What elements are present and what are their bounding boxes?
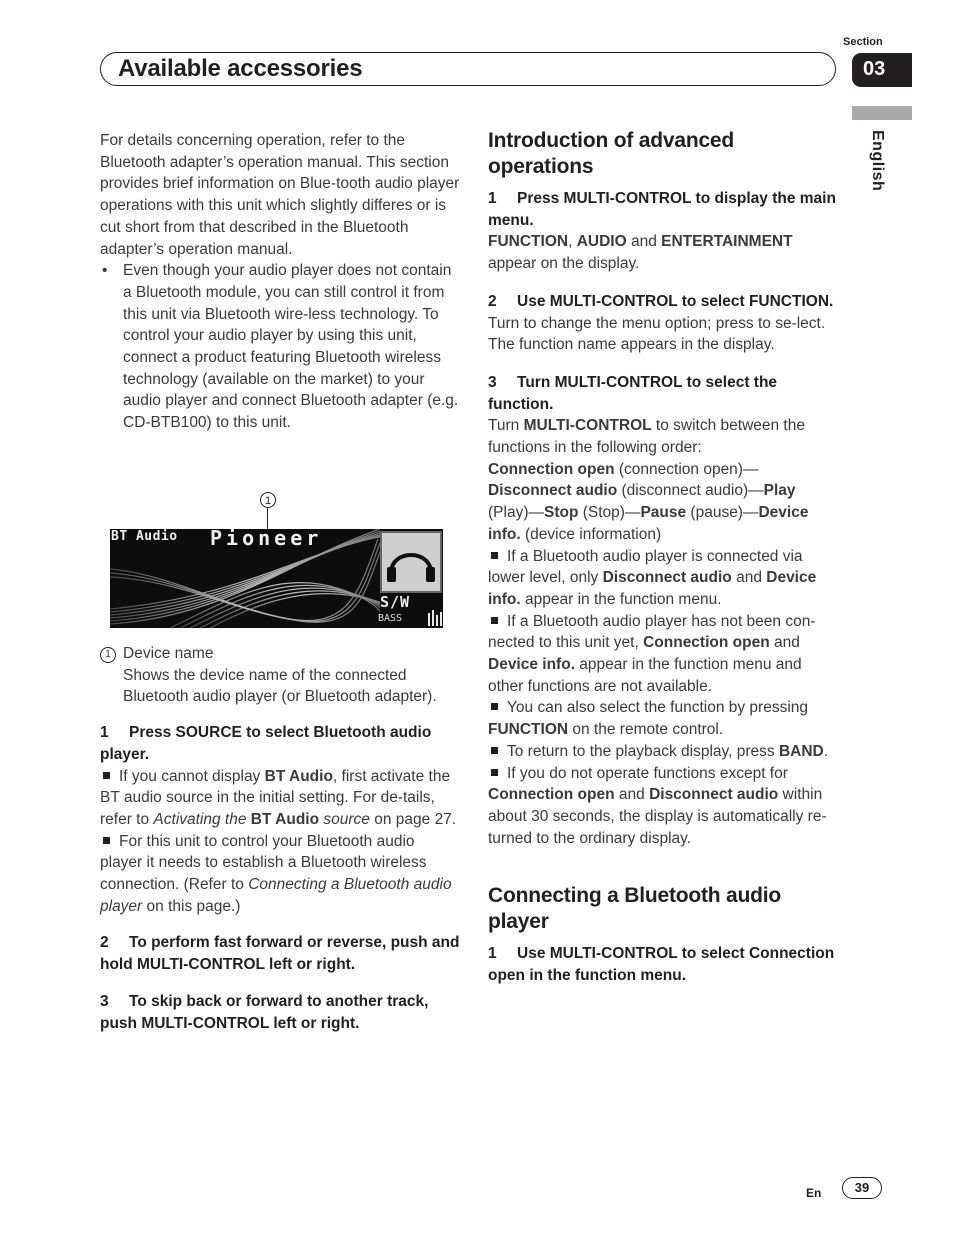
menu-term: MULTI-CONTROL [523, 417, 652, 435]
note-emphasis: Device info. [488, 656, 575, 674]
page-number: 39 [842, 1177, 882, 1199]
note-text: If a Bluetooth audio player is connected via lower level, only [488, 547, 803, 587]
section-heading: Introduction of advanced operations [488, 129, 735, 178]
note-emphasis: Disconnect audio [602, 569, 732, 587]
note-text: For this unit to control your Bluetooth audio player it needs to establish a Bluetooth wireless connection. (Refer to [100, 832, 427, 894]
step-text: To perform fast forward or reverse, push and hold MULTI-CONTROL left or right. [100, 934, 460, 974]
intro-paragraph: For details concerning operation, refer to the Bluetooth adapter’s operation manual. This section provides brief information on Blue-tooth audio player operations with this unit which slightly differes or is cut short from that described in the Bluetooth adapter’s operation manual. [100, 132, 460, 258]
note-text: To return to the playback display, press [507, 742, 779, 760]
note-emphasis: Device info. [488, 569, 817, 608]
square-bullet-icon [103, 837, 110, 844]
note-item [488, 741, 838, 763]
note-emphasis: BAND [778, 742, 824, 760]
note-item [488, 611, 838, 698]
note-text: and [614, 786, 650, 804]
note-text: within about 30 seconds, the display is automatically re-turned to the ordinary display. [488, 786, 827, 847]
note-emphasis: BT Audio [250, 810, 320, 828]
note-text: . [823, 742, 829, 760]
square-bullet-icon [491, 703, 498, 710]
legend-description: Shows the device name of the connected Bluetooth audio player (or Bluetooth adapter). [123, 666, 437, 706]
note-text: on page 27. [369, 810, 457, 828]
body-text: Turn [488, 417, 524, 435]
square-bullet-icon [491, 747, 498, 754]
footer-language: En [806, 1186, 822, 1200]
menu-term: FUNCTION [488, 233, 569, 251]
note-text: , first activate the BT audio source in the initial setting. For de-tails, refer to [100, 767, 451, 828]
page-title: Available accessories [118, 55, 363, 82]
body-text: to switch between the functions in the following order: [488, 417, 805, 457]
note-item [488, 697, 838, 740]
step-body: The function name appears in the display. [488, 336, 775, 354]
note-text: appear in the function menu and other functions are not available. [488, 656, 802, 695]
step-number: 1 [488, 945, 497, 963]
step-3-right [488, 372, 838, 415]
step-number: 2 [100, 934, 109, 952]
step-text: Press MULTI-CONTROL to display the main menu. [488, 190, 836, 229]
step-text: To skip back or forward to another track, push MULTI-CONTROL left or right. [100, 992, 429, 1032]
section-number: 03 [852, 53, 912, 87]
function-desc: (Play)— [488, 504, 544, 522]
function-desc: (pause)— [686, 504, 759, 522]
cross-reference: source [319, 810, 370, 828]
section-heading: Connecting a Bluetooth audio player [488, 884, 782, 934]
step-text: Turn MULTI-CONTROL to select the function. [488, 373, 778, 413]
unit-display-illustration [110, 529, 443, 628]
function-term: Play [763, 482, 796, 500]
note-emphasis: BT Audio [264, 767, 333, 785]
note-text: If you do not operate functions except for [507, 764, 788, 782]
step-number: 1 [100, 724, 109, 742]
note-emphasis: Disconnect audio [649, 786, 779, 804]
note-emphasis: Connection open [643, 634, 770, 652]
step-body [488, 415, 838, 458]
step-text: Use MULTI-CONTROL to select Connection open in the function menu. [488, 945, 835, 985]
section-label: Section [843, 36, 883, 48]
square-bullet-icon [491, 769, 498, 776]
source-label: BT Audio [111, 529, 178, 544]
note-text: on the remote control. [568, 721, 724, 739]
note-emphasis: FUNCTION [488, 721, 569, 739]
function-term: Stop [543, 504, 579, 522]
right-column [488, 128, 838, 987]
left-column-lower [100, 643, 460, 1034]
menu-term: AUDIO [576, 233, 627, 251]
language-tab: English [869, 130, 886, 192]
sw-label: S/W [380, 593, 411, 611]
legend-marker: 1 [100, 647, 116, 663]
note-text: If you cannot display [119, 767, 265, 785]
step-number: 3 [100, 992, 109, 1010]
note-item [100, 766, 460, 831]
function-term: Device info. [488, 504, 809, 543]
square-bullet-icon [103, 772, 110, 779]
function-term: Pause [640, 504, 687, 522]
language-tab-marker [852, 106, 912, 120]
function-term: Connection open [488, 460, 615, 478]
step-number: 1 [488, 190, 497, 207]
menu-term: ENTERTAINMENT [661, 233, 793, 251]
note-text: and [769, 634, 800, 652]
square-bullet-icon [491, 552, 498, 559]
callout-marker: 1 [260, 492, 276, 508]
step-2-left [100, 932, 460, 975]
step-1-left [100, 722, 460, 765]
left-column [100, 130, 460, 434]
note-item [488, 546, 838, 611]
legend-item [100, 643, 460, 665]
step-3-left [100, 991, 460, 1034]
function-order-list [488, 459, 838, 546]
function-desc: (disconnect audio)— [617, 482, 764, 500]
note-text: and [731, 569, 767, 587]
step-number: 2 [488, 292, 497, 310]
step-body [488, 231, 838, 253]
bullet-item: • Even though your audio player does not contain a Bluetooth module, you can still control it from this unit via Bluetooth wire-less technology. To control your audio player by using this unit, connect a product featuring Bluetooth wireless technology (available on the market) to your audio player and connect Bluetooth adapter (e.g. CD-BTB100) to this unit. [100, 260, 460, 434]
function-desc: (connection open)— [614, 460, 759, 478]
conjunction: and [626, 233, 662, 251]
function-desc: (device information) [520, 525, 662, 543]
cross-reference: Activating the [153, 810, 251, 828]
note-emphasis: Connection open [488, 786, 615, 804]
step-text: Use MULTI-CONTROL to select FUNCTION. [517, 292, 834, 310]
note-text: on this page.) [142, 897, 241, 915]
step-1-right [488, 188, 838, 231]
legend-name: Device name [123, 645, 214, 662]
step-body: appear on the display. [488, 255, 640, 273]
step-1-connect [488, 943, 838, 986]
function-desc: (Stop)— [578, 504, 641, 522]
cross-reference: Connecting a Bluetooth audio player [100, 876, 452, 915]
note-text: You can also select the function by pressing [507, 699, 809, 717]
note-item [100, 831, 460, 918]
step-2-right [488, 291, 838, 313]
square-bullet-icon [491, 617, 498, 624]
note-text: If a Bluetooth audio player has not been con-nected to this unit yet, [488, 612, 816, 652]
device-name-display: Pioneer [210, 529, 323, 550]
separator: , [568, 233, 577, 251]
bass-label: BASS [378, 613, 403, 624]
note-text: appear in the function menu. [520, 590, 722, 608]
function-term: Disconnect audio [488, 482, 618, 500]
step-text: Press SOURCE to select Bluetooth audio player. [100, 724, 432, 763]
note-item [488, 763, 838, 850]
step-number: 3 [488, 373, 497, 391]
step-body: Turn to change the menu option; press to se-lect. [488, 314, 826, 332]
